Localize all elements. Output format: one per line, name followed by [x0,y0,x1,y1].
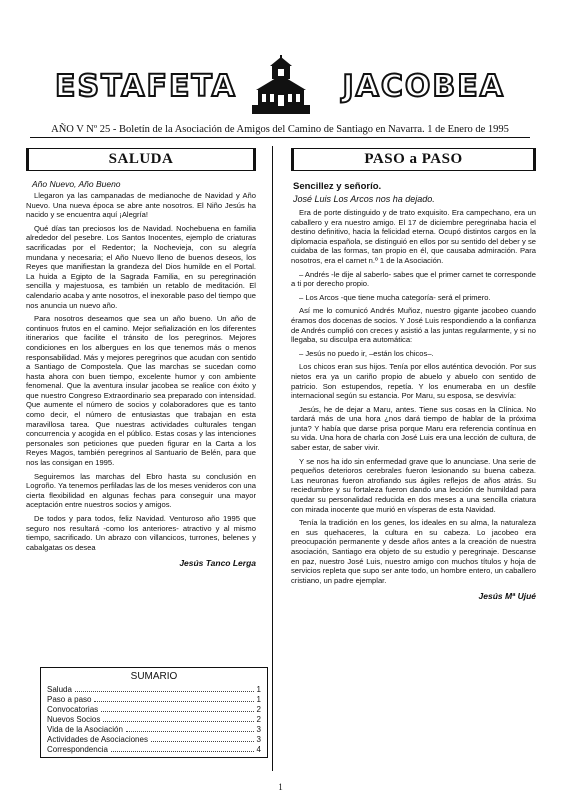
dot-leader [75,685,254,692]
sumario-item[interactable] [47,695,261,705]
paso-paragraph: – Andrés -le dije al saberlo- sabes que el primer carnet te corresponde a ti por derecho propio. [291,269,536,289]
dot-leader [94,695,253,702]
sumario-title: SUMARIO [130,671,178,682]
saluda-column [26,148,256,568]
issue-info-line: AÑO V Nº 25 - Boletín de la Asociación de Amigos del Camino de Santiago en Navarra. 1 de Enero de 1995 [30,124,530,138]
sumario-item-page: 2 [256,715,261,724]
dot-leader [103,715,253,722]
sumario-item[interactable] [47,715,261,725]
sumario-item-label: Saluda [47,685,72,694]
sumario-item-page: 3 [256,735,261,744]
column-divider [272,146,273,771]
paso-title: Sencillez y señorío. [293,181,382,192]
saluda-header: SALUDA [26,148,256,171]
sumario-item-label: Convocatorias [47,705,99,714]
dot-leader [126,725,254,732]
sumario-item-label: Vida de la Asociación [47,725,123,734]
saluda-body [26,191,256,552]
sumario-item-label: Correspondencia [47,745,108,754]
paso-paragraph: Era de porte distinguido y de trato exquisito. Era campechano, era un caballero y era nuestro amigo. El 17 de diciembre peregrinaba hacia el destino definitivo, hacia la felicidad eterna. Ocupó distintos cargos en la diplomacia española, se distinguió en ellos por su sentido del deber y se cuidaba de las formas, tan propio en él, que causaba admiración. Para nosotros, era el carnet n.º 1 de la Asociación. [291,208,536,265]
sumario-item[interactable] [47,725,261,735]
saluda-paragraph: Para nosotros deseamos que sea un año bueno. Un año de continuos frutos en el camino. Mejor señalización en los diferentes itinerarios que facilite el tránsito de los peregrinos. Mejores condiciones en los albergues en los que tenemos más o menos responsabilidad. Más y mejores peregrinos que acudan con sentido a Santiago de Compostela. Que las marchas se sucedan como hasta ahora con buen tiempo, excelente humor y con ambiente fenomenal. Que la aventura insular jacobea se realice con éxito y que nuestro Congreso Extraordinario sea preparado con intensidad. Que aumente el número de socios y colaboradores que es tanto como decir, el número de entusiastas que trabajan en esta maravillosa tarea. Que nuestras actividades culturales tengan concurrencia y acogida en el público. Estas cosas y las intenciones personales son peticiones que pueden figurar en la Carta a los Reyes Magos, también peregrinos al Santuario de Belén, para que nos las consigan en 1995. [26,314,256,468]
sumario-item-page: 4 [256,745,261,754]
sumario-item-page: 1 [256,695,261,704]
paso-paragraph: – Jesús no puedo ir, –están los chicos–. [299,348,434,358]
page-number: 1 [278,782,283,792]
sumario-item-page: 1 [256,685,261,694]
dot-leader [101,705,253,712]
saluda-paragraph: De todos y para todos, feliz Navidad. Venturoso año 1995 que seguro nos resultará -como los anteriores- atractivo y al mismo tiempo, sacrificado. Un abrazo con villancicos, turrones, belenes y cabalgatas os desea [26,514,256,552]
sumario-item-label: Paso a paso [47,695,92,704]
sumario-item-page: 3 [256,725,261,734]
sumario-item-label: Nuevos Socios [47,715,101,724]
paso-paragraph: Tenía la tradición en los genes, los ideales en su alma, la naturaleza en sus quehaceres, la cultura en su cabeza. Lo jacobeo era preocupación permanente y desde años antes a la creación de nuestra asociación, Santiago era objeto de su estudio y peregrinaje. Descanse en paz, nuestro José Luis, nuestro amigo con muchos títulos y hoja de servicios repleta que supo ser ante todo, un hombre entero, un caballero cristiano, un padre ejemplar. [291,518,536,585]
sumario-item[interactable] [47,705,261,715]
saluda-paragraph: Llegaron ya las campanadas de medianoche de Navidad y Año Nuevo. Una nueva época se abre ante nosotros. El Niño Jesús ha nacido y se encuentra aquí ¡Alegría! [26,191,256,220]
paso-paragraph: Así me lo comunicó Andrés Muñoz, nuestro gigante jacobeo cuando éramos dos docenas de socios. Y José Luis respondiendo a la confianza de Andrés cumplió con creces y asistió a las juntas regularmente, y si no llegaba, su disculpa era automática: [291,306,536,345]
sumario-item[interactable] [47,685,261,695]
sumario-box [40,667,268,758]
sumario-item-page: 2 [256,705,261,714]
sumario-item-label: Actividades de Asociaciones [47,735,148,744]
saluda-signature: Jesús Tanco Lerga [179,558,256,569]
paso-column [291,148,536,601]
paso-paragraph: Jesús, he de dejar a Maru, antes. Tiene sus cosas en la Clínica. No tardará más de una hora ¿nos dará tiempo de hablar de la próxima junta? Y había que darse prisa porque Maru era referencia contínua en su vida. Una hora de charla con José Luis era una lección de cultura, de saber estar, de saber vivir. [291,404,536,453]
saluda-paragraph: Qué días tan preciosos los de Navidad. Nochebuena en familia alrededor del pesebre. Los Santos Inocentes, ejemplo de criaturas sacrificadas por el Redentor; la Nochevieja, con su alegría mundana y necesaria; el Año Nuevo lleno de buenos deseos, los Reyes que manifiestan la grandeza del Dios humilde en el Portal. La huida a Egipto de la Sagrada Familia, en su peregrinación sencilla y majestuosa, es también un retablo de meditación. El calendario acaba y ante nosotros, el inexorable paso del tiempo que nos anuncia un nuevo año. [26,223,256,310]
masthead-left-word: ESTAFETA [55,69,237,104]
paso-body [291,208,536,585]
paso-subtitle: José Luis Los Arcos nos ha dejado. [293,194,435,204]
paso-header: PASO a PASO [291,148,536,171]
sumario-item[interactable] [47,735,261,745]
paso-signature: Jesús Mª Ujué [478,591,536,602]
church-icon [250,55,312,115]
paso-paragraph: – Los Arcos -que tiene mucha categoría- será el primero. [299,292,491,302]
masthead-right-word: JACOBEA [342,69,505,104]
masthead [55,55,505,117]
paso-paragraph: Los chicos eran sus hijos. Tenía por ellos auténtica devoción. Por sus nietos era ya un cariño propio de abuelo y abuelo con sentido de patricio. Son estupendos, repetía. Y los enumeraba en un desfile internacional según su estancia. Por Maru, su esposa, se desvivía: [291,362,536,401]
saluda-paragraph: Seguiremos las marchas del Ebro hasta su conclusión en Logroño. Ya tenemos perfiladas las de los meses venideros con una cierta flexibilidad en algunas fechas para conseguir una mayor aceptación entre nuestros socios y amigos. [26,471,256,510]
dot-leader [151,735,254,742]
saluda-subtitle: Año Nuevo, Año Bueno [32,179,121,189]
paso-paragraph: Y se nos ha ido sin enfermedad grave que lo anunciase. Una serie de pequeños deterioros cerebrales fueron lesionando su buena cabeza. Las neuronas fueron atrofiando sus ágiles reflejos de años atrás. Su reciedumbre y su fortaleza fueron dando una lección de humildad para quedar su personalidad reducida en dos meses a una sencilla criatura con mirada inocente que murió en vísperas de esta Navidad. [291,456,536,514]
dot-leader [111,745,254,752]
sumario-item[interactable] [47,745,261,755]
